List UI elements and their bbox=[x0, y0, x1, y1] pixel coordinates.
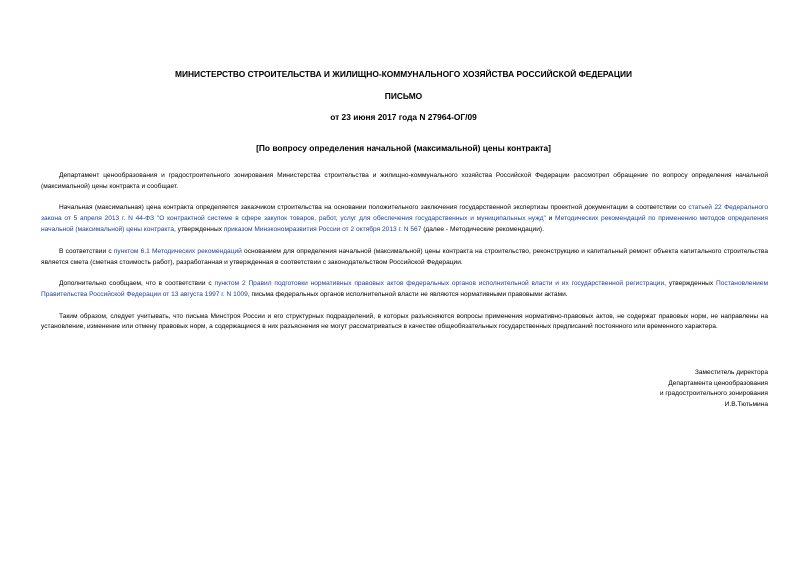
paragraph-2-text-a: Начальная (максимальная) цена контракта определяется заказчиком строительства на основании положительного заключения государственной экспертизы проектной документации в соответствии со bbox=[59, 204, 689, 212]
document-date-number: от 23 июня 2017 года N 27964-ОГ/09 bbox=[330, 112, 477, 122]
paragraph-2-text-b: и bbox=[545, 215, 556, 223]
paragraph-4-text-a: Дополнительно сообщаем, что в соответствии с bbox=[59, 280, 215, 288]
link-methodical-recommendations[interactable]: Методических рекомендаций по применению методов определения начальной (максимальной) цены контракта bbox=[41, 215, 768, 234]
signature-line-3: и градостроительного зонирования bbox=[659, 390, 768, 398]
document-subject: [По вопросу определения начальной (максимальной) цены контракта] bbox=[256, 143, 551, 153]
paragraph-1 bbox=[41, 171, 768, 193]
link-resolution-1009[interactable]: Постановлением Правительства Российской Федерации от 13 августа 1997 г. N 1009 bbox=[41, 280, 769, 299]
paragraph-3-text-a: В соответствии с bbox=[59, 247, 114, 255]
paragraph-2-text-c: , утвержденных bbox=[174, 226, 224, 234]
paragraph-2 bbox=[41, 203, 768, 236]
letter-body bbox=[41, 171, 768, 344]
document-type: ПИСЬМО bbox=[384, 91, 423, 101]
link-order-567[interactable]: приказом Минэкономразвития России от 2 октября 2013 г. N 567 bbox=[223, 226, 422, 234]
paragraph-3-text-b: основанием для определения начальной (максимальной) цены контракта на строительство, реконструкцию и капитальный ремонт объекта капитального строительства является смета (сметная стоимость работ), разработанная и утвержденная в соответствии с законодательством Российской Федерации. bbox=[41, 247, 768, 266]
signature-block bbox=[660, 368, 768, 410]
paragraph-4-text-c: , письма федеральных органов исполнительной власти не являются нормативными правовыми актами. bbox=[247, 291, 568, 299]
link-law-44fz-article-22[interactable]: статьей 22 Федерального закона от 5 апреля 2013 г. N 44-ФЗ "О контрактной системе в сфере закупок товаров, работ, услуг для обеспечения государственных и муниципальных нужд" bbox=[41, 204, 768, 223]
paragraph-5-text: Таким образом, следует учитывать, что письма Минстроя России и его структурных подразделений, в которых разъясняются вопросы применения нормативно-правовых актов, не содержат правовых норм, не направлены на установление, изменение или отмену правовых норм, а содержащиеся в них разъяснения не могут рассматриваться в качестве общеобязательных государственных предписаний постоянного или временного характера. bbox=[41, 312, 768, 331]
paragraph-4 bbox=[41, 279, 768, 301]
link-clause-6-1[interactable]: пунктом 6.1 Методических рекомендаций bbox=[113, 247, 242, 255]
signature-line-2: Департамента ценообразования bbox=[668, 379, 768, 387]
paragraph-5 bbox=[41, 312, 768, 334]
signature-line-1: Заместитель директора bbox=[694, 369, 768, 376]
paragraph-2-text-d: (далее - Методические рекомендации). bbox=[421, 226, 544, 234]
paragraph-1-text: Департамент ценообразования и градостроительного зонирования Министерства строительства и жилищно-коммунального хозяйства Российской Федерации рассмотрел обращение по вопросу определения начальной (максимальной) цены контракта и сообщает. bbox=[41, 172, 768, 190]
ministry-title: МИНИСТЕРСТВО СТРОИТЕЛЬСТВА И ЖИЛИЩНО-КОММУНАЛЬНОГО ХОЗЯЙСТВА РОССИЙСКОЙ ФЕДЕРАЦИИ bbox=[175, 69, 632, 79]
paragraph-4-text-b: , утвержденных bbox=[664, 280, 716, 288]
paragraph-3 bbox=[41, 247, 768, 269]
link-rules-clause-2[interactable]: пунктом 2 Правил подготовки нормативных правовых актов федеральных органов исполнительной власти и их государственной регистрации bbox=[214, 280, 665, 288]
signature-name: И.В.Тютьмина bbox=[724, 400, 768, 408]
